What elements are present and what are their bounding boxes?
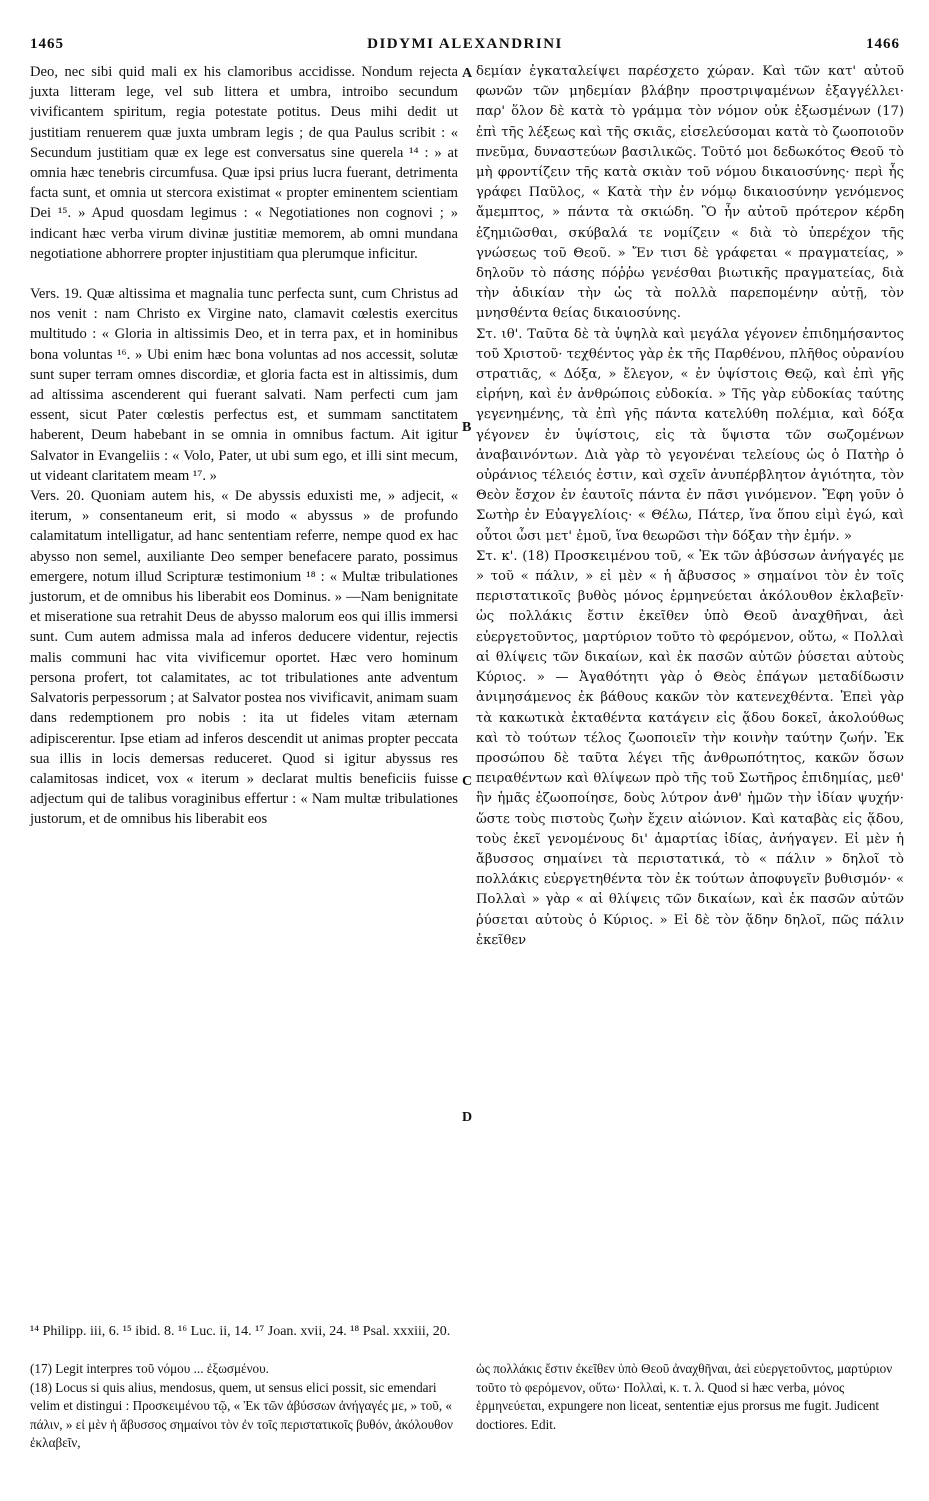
section-marker-b: B — [462, 420, 472, 435]
page-number-left: 1465 — [30, 36, 64, 52]
editor-notes-right — [476, 1360, 904, 1434]
latin-paragraph-2: Vers. 19. Quæ altissima et magnalia tunc perfecta sunt, cum Christus ad nos venit : nam Christo ex Virgine nato, clamavit cœlestis exercitus multitudo : « Gloria in altissimis Deo, et in terra pax, et in hominibus bona voluntas ¹⁶. » Ubi enim hæc bona voluntas ad nos accessit, solutæ sunt super terram omnes discordiæ, et gloria facta est in altissimis, dum ad altissima ascenderent qui fuerant salvati. Nam perfecti cum jam essent, sicut Pater cœlestis perfectus est, et summam sanctitatem haberent, Deum habebant in se omnia in omnibus factum. Ait igitur Salvator in Evangeliis : « Volo, Pater, ut ubi sum ego, et illi sint mecum, ut videant claritatem meam ¹⁷. » — [30, 286, 458, 484]
note-18-continued: ὡς πολλάκις ἔστιν ἐκεῖθεν ὑπὸ Θεοῦ ἀναχθῆναι, ἀεὶ εὐεργετοῦντος, μαρτύριον τοῦτο τὸ φερόμενον, οὕτω· Πολλαὶ, κ. τ. λ. Quod si hæc verba, μόνος ἑρμηνεύεται, expungere non liceat, sententiæ ejus prorsus me fugit. Judicent doctiores. Edit. — [476, 1361, 893, 1432]
editor-notes-left — [30, 1360, 458, 1453]
note-18: (18) Locus si quis alius, mendosus, quem, ut sensus elici possit, sic emendari velim et distingui : Προσκειμένου τῷ, « Ἐκ τῶν ἀβύσσων ἀνήγαγές με, » τοῦ, « πάλιν, » εἰ μὲν ἡ ἄβυσσος σημαίνοι τὸν ἐν τοῖς περιστατικοῖς βυθόν, ἀκόλουθον ἐκλαβεῖν, — [30, 1379, 454, 1450]
note-17: (17) Legit interpres τοῦ νόμου ... ἐξωσμένου. — [30, 1361, 269, 1376]
latin-column — [30, 62, 458, 830]
section-marker-d: D — [462, 1110, 473, 1125]
latin-paragraph-3: Vers. 20. Quoniam autem his, « De abyssis eduxisti me, » adjecit, « iterum, » consentaneum erit, si modo « abyssus » de profundo calamitatum intelligatur, ad hanc sententiam referre, nempe quod ex hac abysso non semel, auxiliante Deo semper benefacere parato, possimus emergere, notum illud Scripturæ testimonium ¹⁸ : « Multæ tribulationes justorum, et de omnibus his liberabit eos Dominus. » —Nam benignitate et miseratione sua retrahit Deus de abysso malorum eos qui illis immersi sunt. Cum autem admissa mala ad inferos deducere videntur, rejectis malis communi hac vita vivificemur oportet. Hæc vero hominum persona profert, tot calamitates, ac tot tribulationes ante adventum Salvatoris perpessorum ; at Salvator postea nos vivificavit, animam suam dans redemptionem pro nobis : ita ut fideles vitam æternam adipiscerentur. Ipse etiam ad inferos descendit ut animas propter peccata sua illis in locis demersas reduceret. Quod si igitur abyssus res calamitosas indicet, vox « iterum » declarat multis beneficiis fuisse adjectum qui de talibus voraginibus effertur : « Nam multæ tribulationes justorum, et de omnibus his liberabit eos — [30, 488, 458, 828]
greek-paragraph-3: Στ. κ'. (18) Προσκειμένου τοῦ, « Ἐκ τῶν ἀβύσσων ἀνήγαγές με » τοῦ « πάλιν, » εἰ μὲν « ἡ ἄβυσσος » σημαίνοι τὸν ἐν τοῖς περιστατικοῖς βυθὸς μόνος ἑρμηνεύεται ἀκόλουθον ἐκλαβεῖν· ὡς πολλάκις ἔστιν ἐκεῖθεν ὑπὸ Θεοῦ ἀναχθῆναι, ἀεὶ εὐεργετοῦντος, μαρτύριον τοῦτο τὸ φερόμενον, οὕτω, « Πολλαὶ αἱ θλίψεις τῶν δικαίων, καὶ ἐκ πασῶν αὐτῶν ῥύσεται αὐτοὺς Κύριος. » — Ἀγαθότητι γὰρ ὁ Θεὸς ἐπάγων μεταδίδωσιν ἀνιμησάμενος ἐκ βάθους κακῶν τὸν κατενεχθέντα. Ἐπεὶ γὰρ τὰ κακωτικὰ ἐκταθέντα κατάγειν εἰς ᾅδου δοκεῖ, ἀκολούθως καὶ τὸ τούτων τέλος ζωοποιεῖν τὴν κοινὴν ταύτην ζωήν. Ἐκ προσώπου δὲ ταῦτα λέγει τῆς ἀνθρωπότητος, κακῶν ὅσων πειραθέντων καὶ θλίψεων πρὸ τῆς τοῦ Σωτῆρος ἐπιδημίας, μεθ' ἣν ἡμᾶς ἐζωοποίησε, δοὺς λύτρον ἀνθ' ἡμῶν τὴν ἰδίαν ψυχήν· ὥστε τοὺς πιστοὺς ζωὴν ἔχειν αἰώνιον. Καὶ καταβὰς εἰς ᾅδου, τοὺς ἐκεῖ γενομένους δι' ἁμαρτίας ἰδίας, ἀνήγαγεν. Εἰ μὲν ἡ ἄβυσσος σημαίνει τὰ περιστατικά, τὸ « πάλιν » δηλοῖ τὸ πολλάκις εὐεργετηθέντα τὸν ἐκ τούτων ἀποφυγεῖν βυθισμόν· « Πολλαὶ » γὰρ « αἱ θλίψεις τῶν δικαίων, καὶ ἐκ πασῶν αὐτῶν ῥύσεται αὐτοὺς ὁ Κύριος. » Εἰ δὲ τὸν ᾅδην δηλοῖ, πῶς πάλιν ἐκεῖθεν — [476, 548, 904, 948]
latin-paragraph-1: Deo, nec sibi quid mali ex his clamoribus accidisse. Nondum rejecta juxta litteram lege, vel sub littera et umbra, introibo secundum vivificantem spiritum, regia potestate potitus. Deus mihi dedit ut justitiam renuerem quæ juxta umbram legis ; de qua Paulus scribit : « Secundum justitiam quæ ex lege est conversatus sine querela ¹⁴ : » at omnia hæc tenebris circumfusa. Quæ ipsi prius lucra fuerant, detrimenta facta sunt, et omnia ut stercora existimat « propter eminentem scientiam Dei ¹⁵. » Apud quosdam legimus : « Negotiationes non cognovi ; » indicant hæc verba virum divinæ justitiæ memorem, ab omni mundana negotiatione abhorrere propter injustitiam qua plerumque inficitur. — [30, 64, 458, 262]
running-header — [30, 36, 900, 58]
greek-paragraph-2: Στ. ιθ'. Ταῦτα δὲ τὰ ὑψηλὰ καὶ μεγάλα γέγονεν ἐπιδημήσαντος τοῦ Χριστοῦ· τεχθέντος γὰρ ἐκ τῆς Παρθένου, πλῆθος οὐρανίου στρατιᾶς, « Δόξα, » ἔλεγον, « ἐν ὑψίστοις Θεῷ, καὶ ἐπὶ γῆς εἰρήνη, καὶ ἐν ἀνθρώποις εὐδοκία. » Τῆς γὰρ εὐδοκίας ταύτης γεγενημένης, τὰ ἐπὶ γῆς πάντα κατελύθη πολέμια, καὶ δόξα γέγονεν ἐν ὑψίστοις, εἰς τὰ ὕψιστα τῶν σωζομένων ἀναβαινόντων. Διὰ γὰρ τὸ γεγονέναι τελείους ὡς ὁ Πατὴρ ὁ οὐράνιος τέλειός ἐστιν, καὶ σχεῖν ἀνυπέρβλητον ἁγιότητα, τὸν Θεὸν ἔσχον ἐν ἑαυτοῖς πάντα ἐν πᾶσι γινόμενον. Ἔφη γοῦν ὁ Σωτὴρ ἐν Εὐαγγελίοις· « Θέλω, Πάτερ, ἵνα ὅπου εἰμὶ ἐγώ, καὶ οὗτοι ὦσι μετ' ἐμοῦ, ἵνα θεωρῶσι τὴν δόξαν τὴν ἐμήν. » — [476, 326, 904, 544]
scripture-references: ¹⁴ Philipp. iii, 6. ¹⁵ ibid. 8. ¹⁶ Luc. ii, 14. ¹⁷ Joan. xvii, 24. ¹⁸ Psal. xxxiii, 20. — [30, 1324, 451, 1339]
page-title: DIDYMI ALEXANDRINI — [367, 36, 563, 52]
greek-paragraph-1: δεμίαν ἐγκαταλείψει παρέσχετο χώραν. Καὶ τῶν κατ' αὐτοῦ φωνῶν τῶν μηδεμίαν βλάβην προστριψαμένων ἐξαγγέλλει· παρ' ὅλον δὲ κατὰ τὸ γράμμα τὸν νόμον οὐκ ἐξωσμένων (17) ἐπὶ τῆς λέξεως καὶ τῆς σκιᾶς, εἰσελεύσομαι κατὰ τὸ ζωοποιοῦν πνεῦμα, δυναστεύων βασιλικῶς. Τοῦτό μοι δεδωκότος Θεοῦ τὸ μὴ φροντίζειν τῆς κατὰ σκιὰν τοῦ νόμου δικαιοσύνης· περὶ ἧς γράφει Παῦλος, « Κατὰ τὴν ἐν νόμῳ δικαιοσύνην γενόμενος ἄμεμπτος, » πάντα τὰ σκιώδη. Ὃ ἦν αὐτοῦ πρότερον κέρδη ἐζημιῶσθαι, σκύβαλά τε νομίζειν « διὰ τὸ ὑπερέχον τῆς γνώσεως τοῦ Θεοῦ. » Ἔν τισι δὲ γράφεται « πραγματείας, » δηλοῦν τὸ πάσης πόῤῥω γενέσθαι βιωτικῆς πραγματείας, διὰ τὴν ἀδικίαν τὴν ὡς τὰ πολλὰ παρεπομένην αὐτῇ, τὸν μνησθέντα θείας δικαιοσύνης. — [476, 64, 904, 322]
greek-column — [476, 62, 904, 951]
page-number-right: 1466 — [866, 36, 900, 52]
section-marker-c: C — [462, 774, 473, 789]
section-marker-a: A — [462, 66, 473, 81]
